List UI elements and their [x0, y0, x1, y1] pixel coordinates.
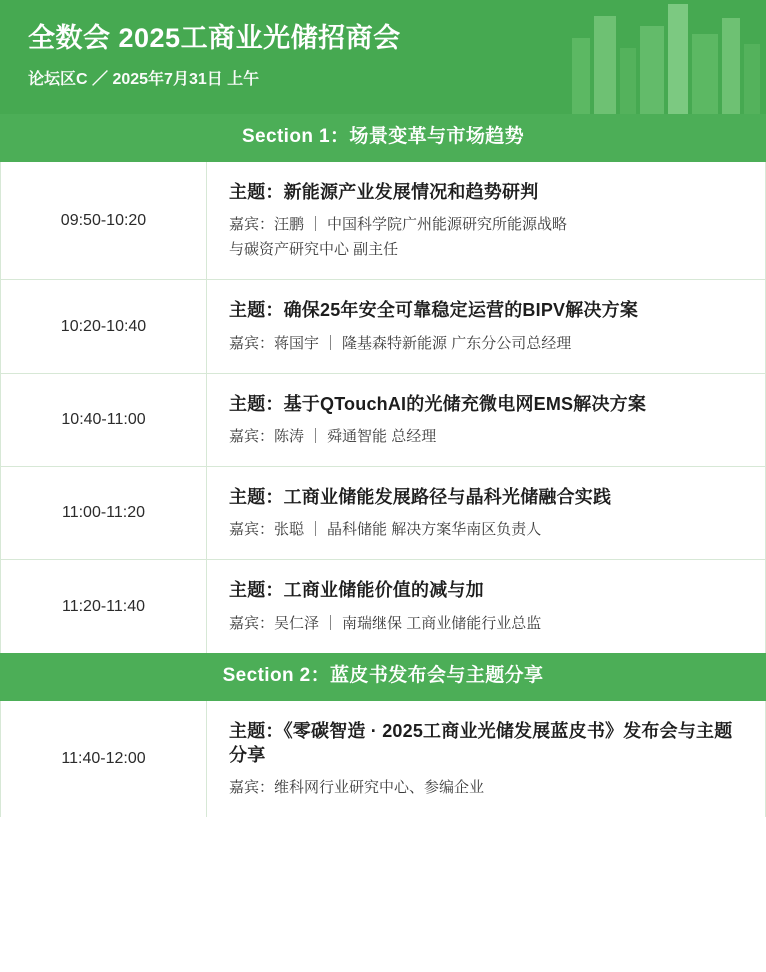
- row-guest: [229, 213, 745, 236]
- row-time: 10:20-10:40: [1, 280, 207, 372]
- table-row: [1, 162, 765, 281]
- row-content: [207, 374, 765, 466]
- row-time: 11:20-11:40: [1, 560, 207, 652]
- row-guest-org: 晶科储能 解决方案华南区负责人: [327, 521, 542, 539]
- agenda-table-section-2: [0, 701, 766, 817]
- row-guest: [229, 332, 745, 355]
- row-guest-name: 嘉宾：维科网行业研究中心、参编企业: [229, 778, 485, 796]
- page-header: [0, 0, 766, 114]
- row-guest-separator: ｜: [308, 521, 324, 539]
- row-content: [207, 162, 765, 280]
- row-guest: [229, 612, 745, 635]
- row-guest: [229, 518, 745, 541]
- row-guest-separator: ｜: [308, 215, 324, 233]
- row-topic: 主题：《零碳智造 · 2025工商业光储发展蓝皮书》发布会与主题分享: [229, 720, 733, 765]
- row-guest-name: 嘉宾：陈涛: [229, 427, 305, 445]
- table-row: [1, 374, 765, 467]
- table-row: [1, 701, 765, 817]
- row-content: [207, 467, 765, 559]
- table-row: [1, 280, 765, 373]
- row-time: 09:50-10:20: [1, 162, 207, 280]
- table-row: [1, 560, 765, 652]
- row-topic: 主题：工商业储能价值的减与加: [229, 580, 484, 601]
- row-guest-name: 嘉宾：蒋国宇: [229, 334, 320, 352]
- row-guest: [229, 425, 745, 448]
- table-row: [1, 467, 765, 560]
- row-guest-org-line2: 与碳资产研究中心 副主任: [229, 241, 399, 259]
- row-guest-name: 嘉宾：吴仁泽: [229, 614, 320, 632]
- row-guest-separator: ｜: [308, 427, 324, 445]
- row-topic: 主题：新能源产业发展情况和趋势研判: [229, 181, 539, 202]
- row-time: 11:40-12:00: [1, 701, 207, 817]
- section-header-2: Section 2：蓝皮书发布会与主题分享: [0, 653, 766, 701]
- row-topic: 主题：工商业储能发展路径与晶科光储融合实践: [229, 487, 612, 508]
- row-guest-name: 嘉宾：汪鹏: [229, 215, 305, 233]
- section-header-1: Section 1：场景变革与市场趋势: [0, 114, 766, 162]
- header-text-block: [28, 22, 401, 89]
- row-time: 10:40-11:00: [1, 374, 207, 466]
- row-topic: 主题：基于QTouchAI的光储充微电网EMS解决方案: [229, 393, 647, 414]
- row-topic: 主题：确保25年安全可靠稳定运营的BIPV解决方案: [229, 300, 639, 321]
- row-content: [207, 560, 765, 652]
- row-guest-org: 南瑞继保 工商业储能行业总监: [342, 614, 542, 632]
- row-content: [207, 280, 765, 372]
- page-title: 全数会 2025工商业光储招商会: [28, 23, 401, 53]
- row-guest-org: 隆基森特新能源 广东分公司总经理: [342, 334, 572, 352]
- row-guest-name: 嘉宾：张聪: [229, 521, 305, 539]
- city-skyline-icon: [566, 0, 766, 114]
- row-content: [207, 701, 765, 817]
- row-guest-separator: ｜: [323, 614, 339, 632]
- row-guest-separator: ｜: [323, 334, 339, 352]
- row-guest-org: 舜通智能 总经理: [327, 427, 437, 445]
- agenda-table-section-1: [0, 162, 766, 653]
- page-subtitle: 论坛区C ／ 2025年7月31日 上午: [28, 70, 260, 88]
- row-guest: [229, 776, 745, 799]
- row-guest-org: 中国科学院广州能源研究所能源战略: [327, 215, 568, 233]
- row-time: 11:00-11:20: [1, 467, 207, 559]
